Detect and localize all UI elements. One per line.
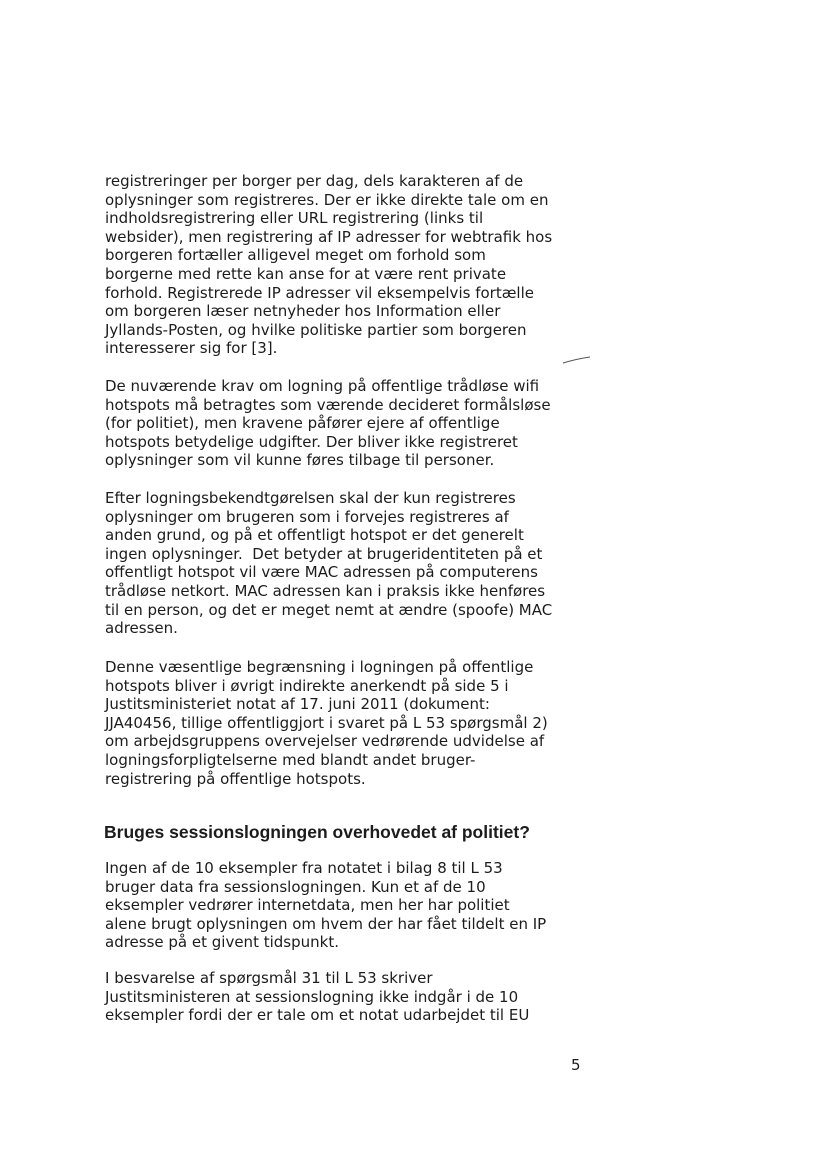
text-line: om arbejdsgruppens overvejelser vedrørende udvidelse af <box>105 732 545 751</box>
paragraph-police-examples <box>105 859 605 952</box>
text-line: registreringer per borger per dag, dels karakteren af de <box>105 172 524 190</box>
paragraph-ministry-note <box>105 658 605 788</box>
text-line: adresse på et givent tidspunkt. <box>105 933 339 952</box>
text-line: Jyllands-Posten, og hvilke politiske partier som borgeren <box>105 320 527 339</box>
text-line: oplysninger om brugeren som i forvejes registreres af <box>105 507 509 526</box>
text-line: indholdsregistrering eller URL registrering (links til <box>105 209 484 228</box>
text-line: (for politiet), men kravene påfører ejere af offentlige <box>105 414 500 433</box>
text-line: De nuværende krav om logning på offentlige trådløse wifi <box>105 377 540 395</box>
text-line: offentligt hotspot vil være MAC adressen på computerens <box>105 563 538 582</box>
text-line: oplysninger som registreres. Der er ikke direkte tale om en <box>105 190 549 209</box>
text-line: anden grund, og på et offentligt hotspot er det generelt <box>105 526 524 545</box>
text-line: hotspots betydelige udgifter. Der bliver ikke registreret <box>105 432 518 451</box>
text-line: alene brugt oplysningen om hvem der har fået tildelt en IP <box>105 914 547 933</box>
text-line: websider), men registrering af IP adresser for webtrafik hos <box>105 227 553 246</box>
section-heading: Bruges sessionslogningen overhovedet af politiet? <box>104 822 530 842</box>
text-line: logningsforpligtelserne med blandt andet bruger- <box>105 750 476 769</box>
text-line: Efter logningsbekendtgørelsen skal der kun registreres <box>105 489 516 507</box>
text-line: adressen. <box>105 619 178 638</box>
text-line: om borgeren læser netnyheder hos Information eller <box>105 302 501 321</box>
paragraph-ip-registration <box>105 172 605 358</box>
text-line: borgeren fortæller alligevel meget om forhold som <box>105 246 486 265</box>
text-line: oplysninger som vil kunne føres tilbage til personer. <box>105 451 495 470</box>
text-line: Justitsministeren at sessionslogning ikke indgår i de 10 <box>105 987 519 1006</box>
text-line: Justitsministeriet notat af 17. juni 2011 (dokument: <box>105 695 490 714</box>
text-line: bruger data fra sessionslogningen. Kun et af de 10 <box>105 877 486 896</box>
text-line: trådløse netkort. MAC adressen kan i praksis ikke henføres <box>105 581 546 600</box>
text-line: eksempler vedrører internetdata, men her har politiet <box>105 896 510 915</box>
text-line: registrering på offentlige hotspots. <box>105 769 366 788</box>
pen-stroke-mark <box>562 355 592 365</box>
text-line: borgerne med rette kan anse for at være rent private <box>105 264 507 283</box>
text-line: Denne væsentlige begrænsning i logningen på offentlige <box>105 658 534 676</box>
text-line: hotspots må betragtes som værende decideret formålsløse <box>105 395 551 414</box>
text-line: I besvarelse af spørgsmål 31 til L 53 skriver <box>105 969 433 987</box>
paragraph-question-31 <box>105 969 605 1025</box>
text-line: eksempler fordi der er tale om et notat udarbejdet til EU <box>105 1006 530 1025</box>
text-line: Ingen af de 10 eksempler fra notatet i bilag 8 til L 53 <box>105 859 503 877</box>
paragraph-mac-address <box>105 489 605 638</box>
text-line: hotspots bliver i øvrigt indirekte anerkendt på side 5 i <box>105 676 509 695</box>
text-line: forhold. Registrerede IP adresser vil eksempelvis fortælle <box>105 283 534 302</box>
text-line: til en person, og det er meget nemt at ændre (spoofe) MAC <box>105 600 553 619</box>
text-line: ingen oplysninger. Det betyder at brugeridentiteten på et <box>105 544 543 563</box>
text-line: JJA40456, tillige offentliggjort i svaret på L 53 spørgsmål 2) <box>105 713 548 732</box>
paragraph-wifi-hotspots <box>105 377 605 470</box>
text-line: interesserer sig for [3]. <box>105 339 278 358</box>
page-number: 5 <box>571 1056 581 1074</box>
